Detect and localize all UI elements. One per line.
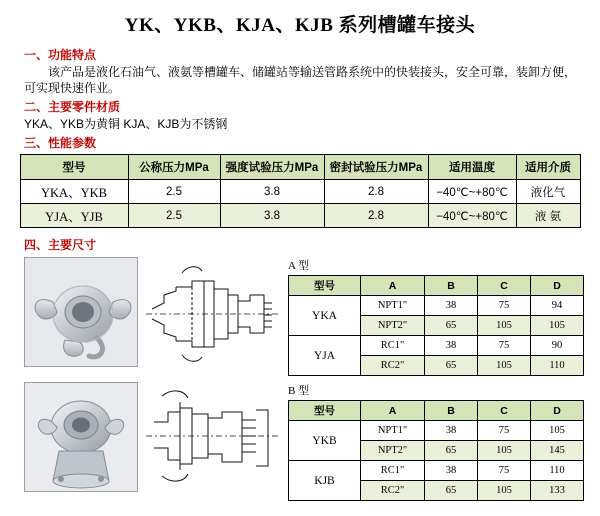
column-header: 型号 (289, 401, 361, 421)
table-row (20, 180, 580, 204)
cell-d: 105 (531, 316, 584, 336)
section-body-features: 该产品是液化石油气、液氨等槽罐车、储罐站等输送管路系统中的快装接头，安全可靠，装卸方便，可实现快速作业。 (24, 65, 577, 95)
performance-table (20, 154, 581, 228)
cell-temperature: −40℃~+80℃ (428, 180, 516, 204)
cell-b: 65 (425, 316, 478, 336)
cell-a: NPT2" (361, 316, 425, 336)
cell-d: 110 (531, 356, 584, 376)
cell-c: 75 (478, 336, 531, 356)
coupling-drawing-b-graphic (146, 382, 278, 490)
cell-medium: 液化气 (516, 180, 580, 204)
column-header: 强度试验压力MPa (220, 155, 324, 180)
column-header: C (478, 401, 531, 421)
cell-d: 133 (531, 481, 584, 501)
cell-model: YJA、YJB (20, 204, 128, 228)
dimension-table-b (288, 400, 584, 501)
cell-c: 105 (478, 356, 531, 376)
cell-c: 105 (478, 481, 531, 501)
column-header: 型号 (289, 276, 361, 296)
cell-strength-pressure: 3.8 (220, 204, 324, 228)
dimension-block-a (24, 257, 590, 376)
column-header: A (361, 276, 425, 296)
cell-b: 38 (425, 421, 478, 441)
cell-c: 75 (478, 461, 531, 481)
cell-medium: 液 氨 (516, 204, 580, 228)
coupling-drawing-a-graphic (146, 257, 278, 365)
section-heading-performance: 三、性能参数 (24, 136, 97, 150)
cell-b: 65 (425, 441, 478, 461)
column-header: A (361, 401, 425, 421)
cell-b: 65 (425, 356, 478, 376)
product-photo-a (24, 257, 138, 367)
cell-d: 145 (531, 441, 584, 461)
table-row (289, 461, 584, 481)
section-heading-features: 一、功能特点 (24, 48, 97, 62)
product-photo-b (24, 382, 138, 492)
section-heading-dimensions: 四、主要尺寸 (24, 238, 97, 252)
table-header-row (289, 401, 584, 421)
cell-model: KJB (289, 461, 361, 501)
cell-d: 105 (531, 421, 584, 441)
coupling-photo-a-graphic (25, 258, 137, 366)
dimension-block-b (24, 382, 590, 501)
column-header: 型号 (20, 155, 128, 180)
cell-d: 90 (531, 336, 584, 356)
cell-temperature: −40℃~+80℃ (428, 204, 516, 228)
page-title: YK、YKB、KJA、KJB 系列槽罐车接头 (124, 15, 476, 36)
cell-a: RC1" (361, 461, 425, 481)
cell-a: RC2" (361, 356, 425, 376)
column-header: B (425, 276, 478, 296)
cell-b: 65 (425, 481, 478, 501)
cell-model: YJA (289, 336, 361, 376)
cell-strength-pressure: 3.8 (220, 180, 324, 204)
type-label-b: B 型 (288, 385, 310, 397)
cell-a: NPT1" (361, 296, 425, 316)
table-row (289, 336, 584, 356)
column-header: 适用介质 (516, 155, 580, 180)
cell-c: 75 (478, 421, 531, 441)
dimension-table-a-wrap (288, 257, 590, 376)
cell-d: 110 (531, 461, 584, 481)
table-header-row (289, 276, 584, 296)
cell-model: YKA (289, 296, 361, 336)
cell-c: 105 (478, 316, 531, 336)
column-header: 适用温度 (428, 155, 516, 180)
cell-nominal-pressure: 2.5 (128, 180, 220, 204)
cell-nominal-pressure: 2.5 (128, 204, 220, 228)
table-row (289, 421, 584, 441)
section-body-materials: YKA、YKB为黄铜 KJA、KJB为不锈钢 (24, 117, 228, 131)
type-label-a: A 型 (288, 260, 310, 272)
column-header: D (531, 276, 584, 296)
section-heading-materials: 二、主要零件材质 (24, 100, 121, 114)
column-header: 密封试验压力MPa (324, 155, 428, 180)
column-header: C (478, 276, 531, 296)
cell-a: RC1" (361, 336, 425, 356)
coupling-photo-b-graphic (25, 383, 137, 491)
cell-b: 38 (425, 336, 478, 356)
column-header: 公称压力MPa (128, 155, 220, 180)
cell-model: YKB (289, 421, 361, 461)
cell-c: 75 (478, 296, 531, 316)
table-row (289, 296, 584, 316)
product-drawing-b (146, 382, 278, 490)
cell-a: NPT2" (361, 441, 425, 461)
table-header-row (20, 155, 580, 180)
dimension-table-b-wrap (288, 382, 590, 501)
cell-b: 38 (425, 296, 478, 316)
table-row (20, 204, 580, 228)
cell-a: RC2" (361, 481, 425, 501)
cell-seal-pressure: 2.8 (324, 204, 428, 228)
column-header: D (531, 401, 584, 421)
product-drawing-a (146, 257, 278, 365)
cell-b: 38 (425, 461, 478, 481)
cell-a: NPT1" (361, 421, 425, 441)
cell-model: YKA、YKB (20, 180, 128, 204)
cell-d: 94 (531, 296, 584, 316)
cell-seal-pressure: 2.8 (324, 180, 428, 204)
cell-c: 105 (478, 441, 531, 461)
column-header: B (425, 401, 478, 421)
dimension-table-a (288, 275, 584, 376)
